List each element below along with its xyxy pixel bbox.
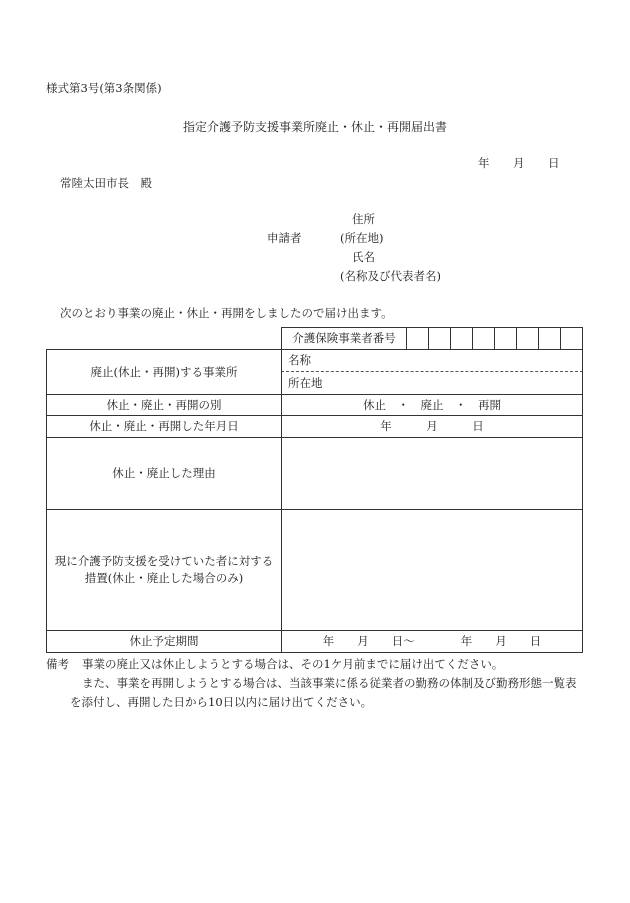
- insurer-number-label: 介護保険事業者番号: [292, 331, 396, 346]
- measures-field[interactable]: [282, 510, 582, 630]
- office-label: 廃止(休止・再開)する事業所: [90, 364, 238, 379]
- notes-line-2: また、事業を再開しようとする場合は、当該事業に係る従業者の勤務の体制及び勤務形態一覧表: [82, 676, 577, 690]
- office-address-field[interactable]: [288, 372, 578, 394]
- applicant-label: 申請者: [267, 231, 302, 245]
- form-number-label: 様式第3号(第3条関係): [46, 81, 162, 95]
- reason-field[interactable]: [282, 438, 582, 509]
- applicant-name-sub: (名称及び代表者名): [340, 269, 441, 283]
- applicant-address-sub: (所在地): [340, 231, 384, 245]
- office-name-field[interactable]: [288, 350, 578, 371]
- date-year-label: 年: [478, 156, 490, 170]
- measures-label-line2: 措置(休止・廃止した場合のみ): [84, 571, 244, 585]
- insurer-number-boxes[interactable]: [406, 327, 583, 350]
- intro-text: 次のとおり事業の廃止・休止・再開をしましたので届け出ます。: [60, 306, 393, 320]
- applicant-address-label: 住所: [352, 212, 375, 226]
- measures-label: [47, 510, 281, 630]
- date-day-label: 日: [548, 156, 560, 170]
- notes-label: 備考: [46, 657, 69, 671]
- notes-line-3: を添付し、再開した日から10日以内に届け出てください。: [70, 695, 373, 709]
- reason-label: 休止・廃止した理由: [112, 466, 216, 481]
- date-label: 休止・廃止・再開した年月日: [89, 419, 239, 434]
- period-label: 休止予定期間: [129, 634, 199, 649]
- page-title: 指定介護予防支援事業所廃止・休止・再開届出書: [182, 120, 447, 134]
- type-label: 休止・廃止・再開の別: [106, 397, 222, 412]
- measures-label-line1: 現に介護予防支援を受けていた者に対する: [54, 554, 274, 569]
- addressee: 常陸太田市長 殿: [60, 176, 152, 190]
- office-name-label: 名称: [288, 353, 311, 368]
- applicant-name-label: 氏名: [352, 250, 375, 264]
- period-field[interactable]: 年 月 日～ 年 月 日: [322, 634, 542, 649]
- date-field[interactable]: 年 月 日: [380, 419, 484, 434]
- type-options[interactable]: 休止 ・ 廃止 ・ 再開: [363, 397, 501, 412]
- notes-line-1: 事業の廃止又は休止しようとする場合は、その1ケ月前までに届け出てください。: [82, 657, 504, 671]
- date-month-label: 月: [513, 156, 525, 170]
- office-address-label: 所在地: [288, 375, 323, 390]
